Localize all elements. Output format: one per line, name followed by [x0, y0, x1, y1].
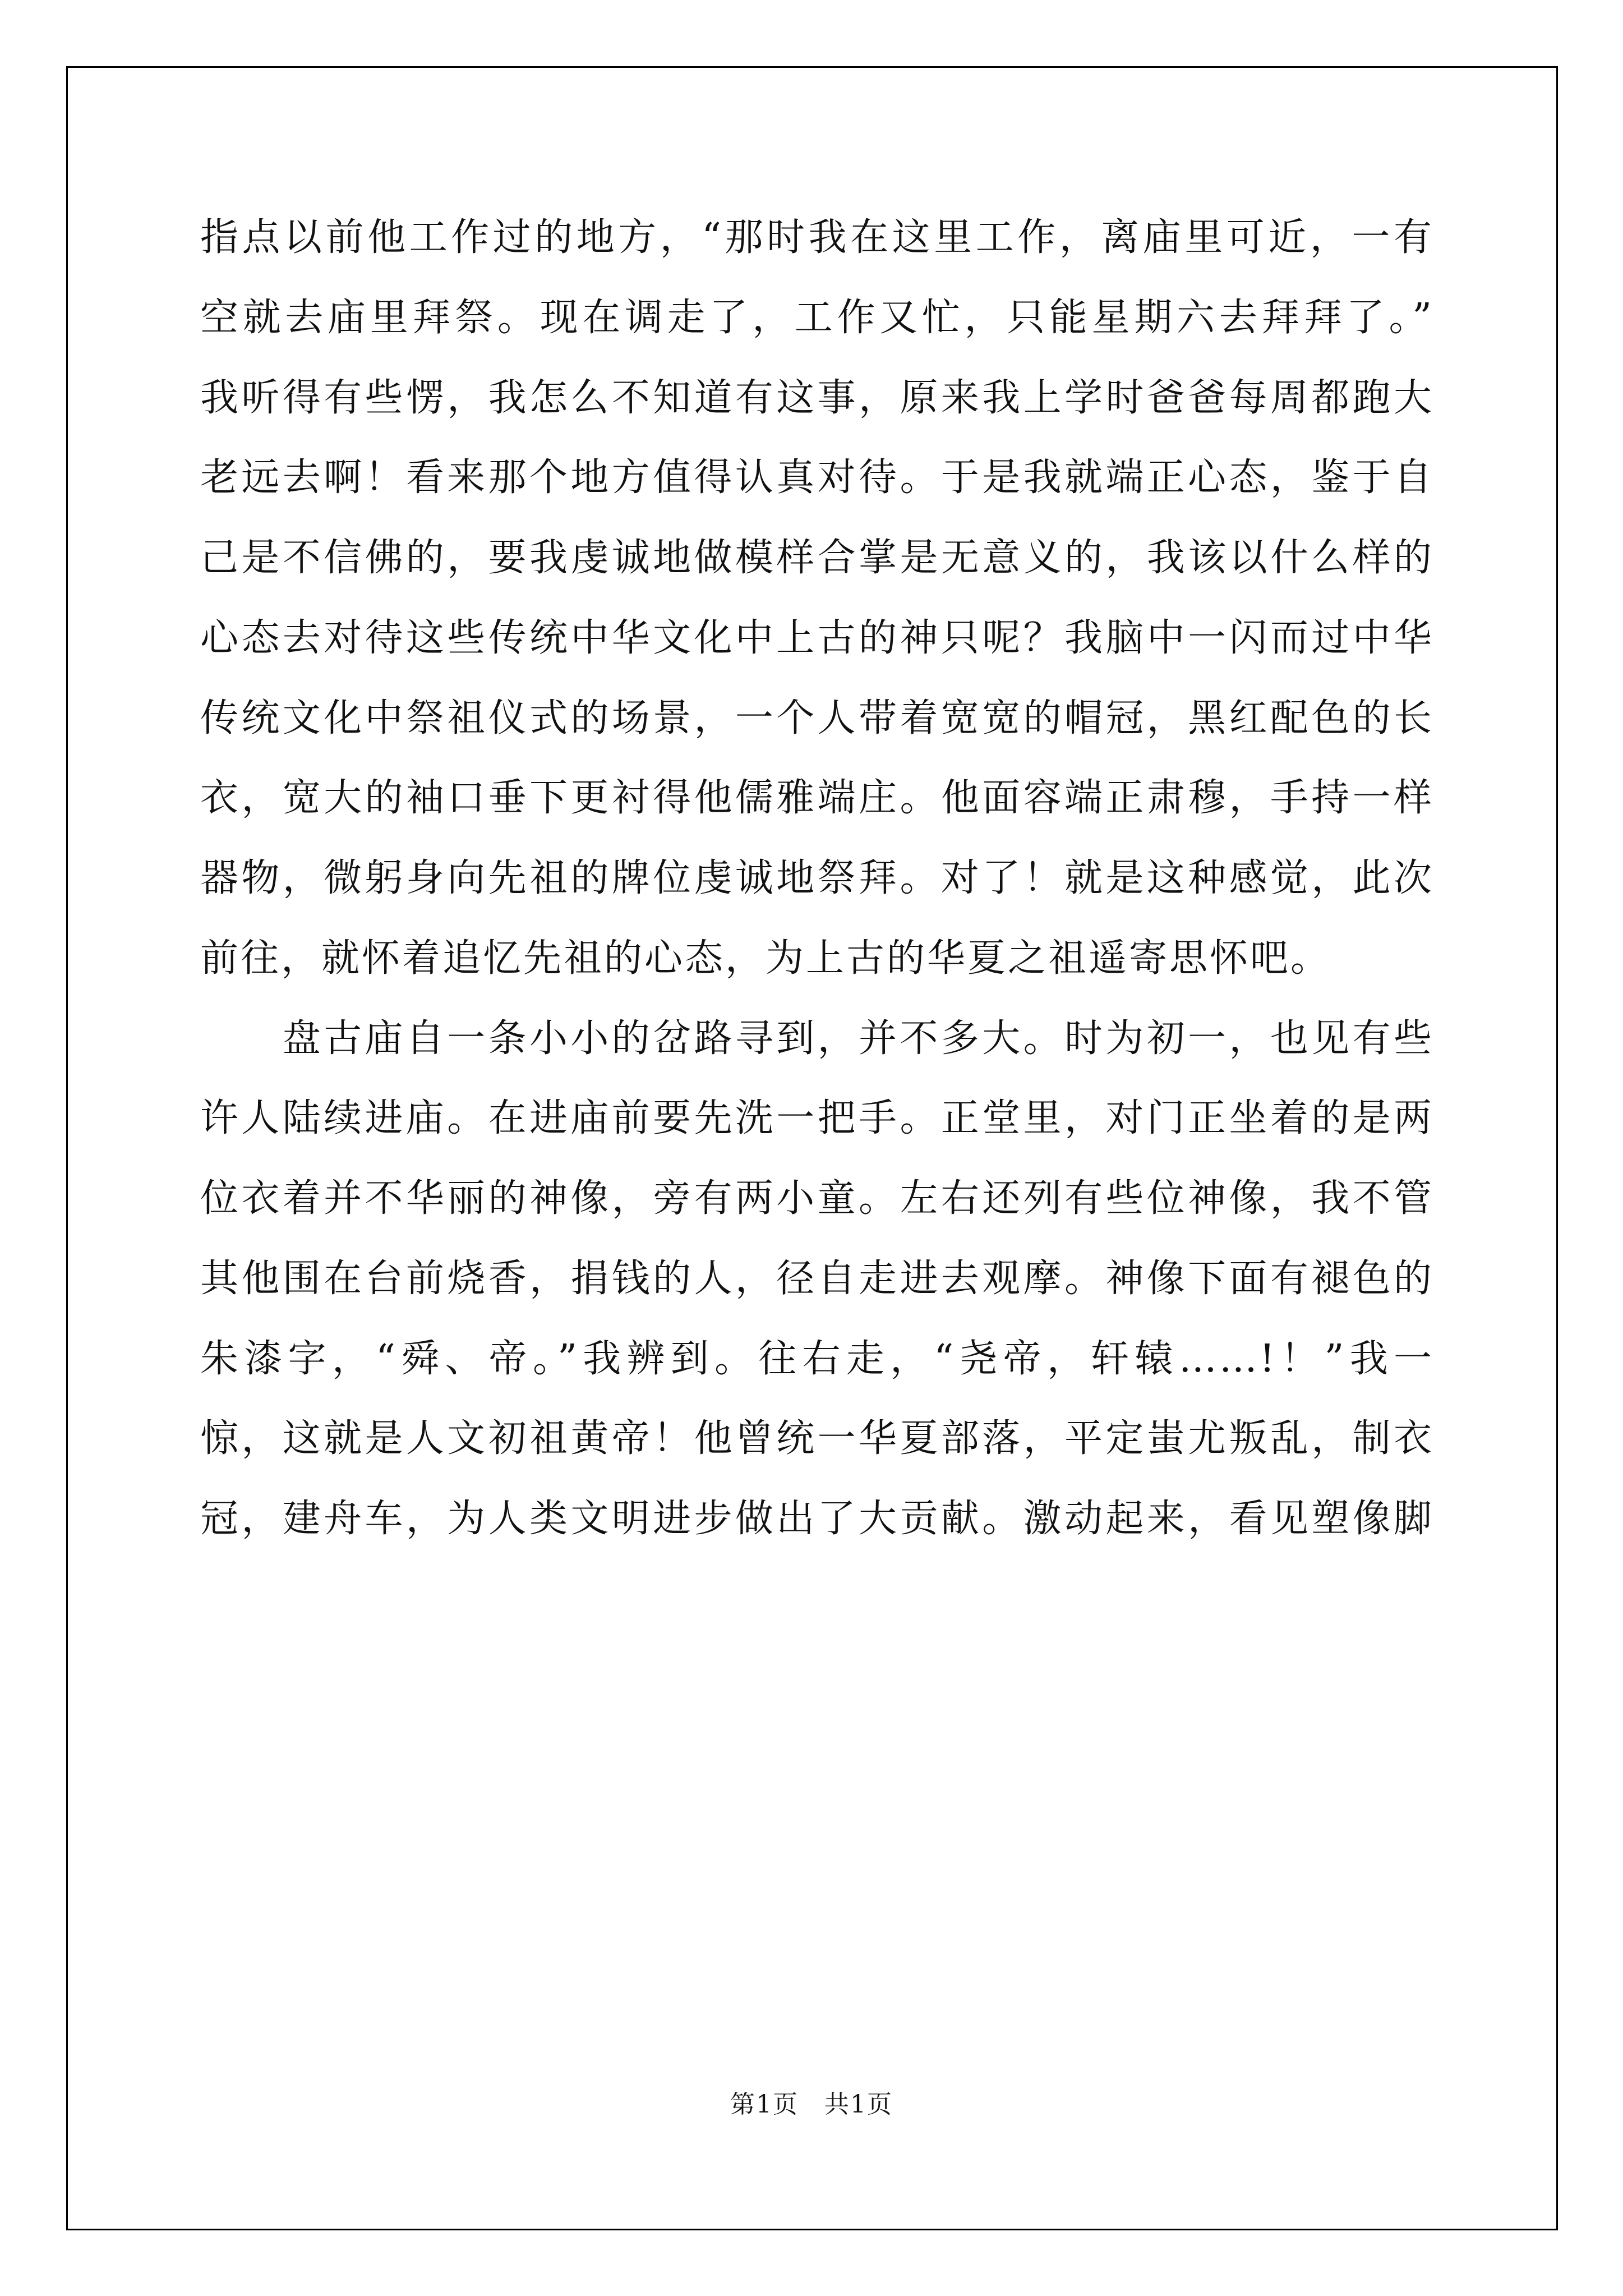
text-line: 心态去对待这些传统中华文化中上古的神只呢？我脑中一闪而过中华 — [200, 616, 1434, 660]
text-line: 许人陆续进庙。在进庙前要先洗一把手。正堂里，对门正坐着的是两 — [200, 1096, 1434, 1140]
text-line: 位衣着并不华丽的神像，旁有两小童。左右还列有些位神像，我不管 — [200, 1176, 1434, 1221]
text-line: 冠，建舟车，为人类文明进步做出了大贡献。激动起来，看见塑像脚 — [200, 1497, 1434, 1541]
text-line: 传统文化中祭祖仪式的场景，一个人带着宽宽的帽冠，黑红配色的长 — [200, 696, 1434, 740]
text-line: 我听得有些愣，我怎么不知道有这事，原来我上学时爸爸每周都跑大 — [200, 376, 1434, 420]
text-line: 己是不信佛的，要我虔诚地做模样合掌是无意义的，我该以什么样的 — [200, 536, 1434, 580]
text-line: 惊，这就是人文初祖黄帝！他曾统一华夏部落，平定蚩尤叛乱，制衣 — [200, 1416, 1434, 1461]
text-line: 其他围在台前烧香，捐钱的人，径自走进去观摩。神像下面有褪色的 — [200, 1257, 1434, 1301]
text-line: 衣，宽大的袖口垂下更衬得他儒雅端庄。他面容端正肃穆，手持一样 — [200, 776, 1434, 820]
text-line: 器物，微躬身向先祖的牌位虔诚地祭拜。对了！就是这种感觉，此次 — [200, 856, 1434, 900]
text-line: 盘古庙自一条小小的岔路寻到，并不多大。时为初一，也见有些 — [200, 1016, 1434, 1061]
text-line: 指点以前他工作过的地方，“那时我在这里工作，离庙里可近，一有 — [200, 215, 1434, 260]
text-line: 空就去庙里拜祭。现在调走了，工作又忙，只能星期六去拜拜了。” — [200, 296, 1434, 340]
page-number-footer: 第1页 共1页 — [730, 2090, 893, 2119]
text-line: 前往，就怀着追忆先祖的心态，为上古的华夏之祖遥寄思怀吧。 — [200, 936, 1331, 981]
text-line: 老远去啊！看来那个地方值得认真对待。于是我就端正心态，鉴于自 — [200, 455, 1434, 500]
text-line: 朱漆字，“舜、帝。”我辨到。往右走，“尧帝，轩辕……!！”我一 — [200, 1337, 1434, 1381]
